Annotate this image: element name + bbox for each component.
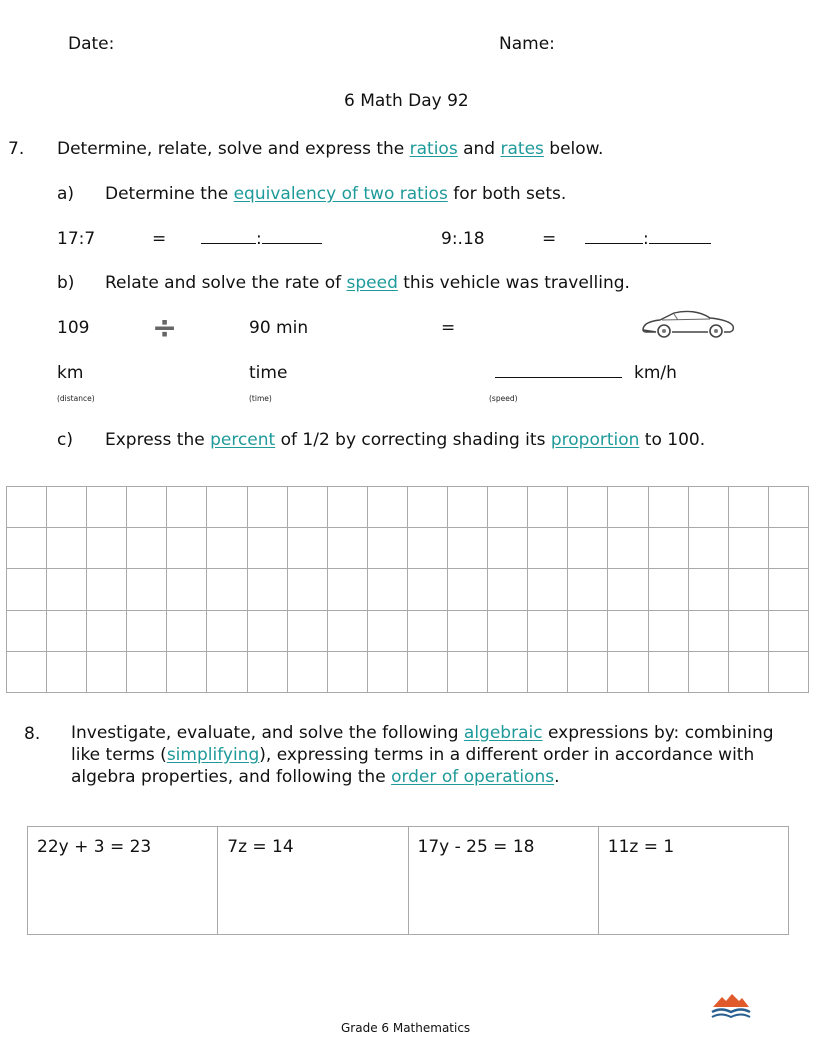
rates-link[interactable]: rates	[500, 139, 544, 159]
grid-cell[interactable]	[568, 487, 608, 528]
grid-cell[interactable]	[768, 487, 808, 528]
algebraic-link[interactable]: algebraic	[463, 723, 543, 743]
grid-cell[interactable]	[247, 528, 287, 569]
grid-cell[interactable]	[528, 569, 568, 610]
grid-cell[interactable]	[287, 569, 327, 610]
grid-cell[interactable]	[47, 569, 87, 610]
grid-cell[interactable]	[87, 528, 127, 569]
grid-cell[interactable]	[648, 487, 688, 528]
distance-note: (distance)	[57, 394, 95, 403]
grid-cell[interactable]	[87, 610, 127, 651]
grid-cell[interactable]	[608, 528, 648, 569]
grid-cell[interactable]	[367, 569, 407, 610]
grid-cell[interactable]	[648, 610, 688, 651]
grid-cell[interactable]	[207, 487, 247, 528]
question-7-intro: Determine, relate, solve and express the ratios and rates below.	[57, 139, 604, 159]
grid-cell[interactable]	[448, 610, 488, 651]
grid-cell[interactable]	[728, 569, 768, 610]
grid-cell[interactable]	[688, 610, 728, 651]
ratio-1: 17:7	[57, 229, 96, 249]
grid-cell[interactable]	[327, 528, 367, 569]
grid-cell[interactable]	[207, 528, 247, 569]
distance-unit: km	[57, 363, 84, 383]
grid-cell[interactable]	[207, 569, 247, 610]
distance-value: 109	[57, 318, 90, 338]
proportion-link[interactable]: proportion	[550, 430, 640, 450]
grid-row	[7, 487, 809, 528]
grid-row	[7, 610, 809, 651]
grid-cell[interactable]	[367, 610, 407, 651]
ratio-2-equals: =	[542, 229, 557, 249]
grid-cell[interactable]	[207, 610, 247, 651]
equation-cell[interactable]: 7z = 14	[218, 827, 408, 935]
part-a-letter: a)	[57, 184, 75, 204]
grid-cell[interactable]	[247, 569, 287, 610]
grid-cell[interactable]	[47, 487, 87, 528]
grid-cell[interactable]	[407, 610, 447, 651]
grid-row	[7, 651, 809, 692]
grid-cell[interactable]	[167, 528, 207, 569]
grid-cell[interactable]	[407, 528, 447, 569]
grid-cell[interactable]	[568, 610, 608, 651]
grid-cell[interactable]	[87, 487, 127, 528]
ratios-link[interactable]: ratios	[409, 139, 458, 159]
grid-cell[interactable]	[127, 487, 167, 528]
footer-text: Grade 6 Mathematics	[341, 1021, 471, 1035]
order-of-operations-link[interactable]: order of operations	[391, 767, 555, 787]
grid-cell[interactable]	[648, 528, 688, 569]
grid-cell[interactable]	[247, 610, 287, 651]
speed-note: (speed)	[489, 394, 518, 403]
grid-cell[interactable]	[728, 651, 768, 692]
speed-answer-blank[interactable]	[495, 363, 622, 383]
equation-cell[interactable]: 17y - 25 = 18	[408, 827, 598, 935]
grid-cell[interactable]	[327, 610, 367, 651]
grid-cell[interactable]	[568, 569, 608, 610]
equations-table	[27, 826, 789, 935]
grid-cell[interactable]	[167, 651, 207, 692]
equation-cell[interactable]: 11z = 1	[598, 827, 788, 935]
grid-cell[interactable]	[7, 528, 47, 569]
grid-cell[interactable]	[648, 651, 688, 692]
grid-cell[interactable]	[448, 651, 488, 692]
grid-cell[interactable]	[167, 487, 207, 528]
grid-row	[7, 528, 809, 569]
time-note: (time)	[249, 394, 272, 403]
grid-cell[interactable]	[688, 569, 728, 610]
question-8-instruction: Investigate, evaluate, and solve the following algebraic expressions by: combining like terms (simplifying), expressing terms in a different order in accordance with algebra properties, and following the order of operations.	[71, 723, 774, 787]
grid-cell[interactable]	[407, 487, 447, 528]
ratio-1-equals: =	[152, 229, 167, 249]
date-label: Date:	[68, 34, 115, 54]
grid-cell[interactable]	[47, 528, 87, 569]
simplifying-link[interactable]: simplifying	[166, 745, 260, 765]
grid-cell[interactable]	[7, 569, 47, 610]
grid-cell[interactable]	[768, 610, 808, 651]
grid-cell[interactable]	[47, 651, 87, 692]
grid-cell[interactable]	[247, 651, 287, 692]
grid-cell[interactable]	[728, 610, 768, 651]
grid-cell[interactable]	[287, 487, 327, 528]
grid-cell[interactable]	[568, 651, 608, 692]
ratio-2: 9:.18	[441, 229, 485, 249]
grid-cell[interactable]	[47, 610, 87, 651]
grid-cell[interactable]	[528, 528, 568, 569]
part-a-instruction: Determine the equivalency of two ratios for both sets.	[105, 184, 567, 204]
grid-cell[interactable]	[327, 487, 367, 528]
grid-cell[interactable]	[488, 528, 528, 569]
grid-cell[interactable]	[608, 487, 648, 528]
grid-cell[interactable]	[768, 569, 808, 610]
time-value: 90 min	[249, 318, 309, 338]
grid-cell[interactable]	[448, 528, 488, 569]
speed-equals: =	[441, 318, 456, 338]
grid-cell[interactable]	[528, 610, 568, 651]
grid-cell[interactable]	[768, 651, 808, 692]
grid-cell[interactable]	[608, 569, 648, 610]
grid-cell[interactable]	[608, 651, 648, 692]
grid-cell[interactable]	[247, 487, 287, 528]
book-mountain-logo	[710, 992, 752, 1024]
grid-cell[interactable]	[7, 651, 47, 692]
grid-cell[interactable]	[127, 610, 167, 651]
grid-cell[interactable]	[568, 528, 608, 569]
grid-cell[interactable]	[127, 569, 167, 610]
grid-cell[interactable]	[327, 569, 367, 610]
grid-cell[interactable]	[167, 569, 207, 610]
grid-cell[interactable]	[407, 569, 447, 610]
speed-unit: km/h	[634, 363, 677, 383]
grid-cell[interactable]	[167, 610, 207, 651]
grid-cell[interactable]	[728, 528, 768, 569]
part-b-letter: b)	[57, 273, 75, 293]
grid-row	[7, 569, 809, 610]
hundred-grid[interactable]	[6, 486, 809, 693]
grid-cell[interactable]	[407, 651, 447, 692]
divide-icon: ÷	[152, 311, 178, 346]
grid-cell[interactable]	[207, 651, 247, 692]
question-8-number: 8.	[24, 724, 41, 744]
grid-cell[interactable]	[488, 569, 528, 610]
grid-cell[interactable]	[367, 487, 407, 528]
question-7-number: 7.	[8, 139, 25, 159]
time-unit: time	[249, 363, 288, 383]
grid-cell[interactable]	[488, 487, 528, 528]
part-b-instruction: Relate and solve the rate of speed this vehicle was travelling.	[105, 273, 630, 293]
grid-cell[interactable]	[608, 610, 648, 651]
grid-cell[interactable]	[7, 487, 47, 528]
equivalency-link[interactable]: equivalency of two ratios	[233, 184, 448, 204]
grid-cell[interactable]	[87, 651, 127, 692]
grid-cell[interactable]	[728, 487, 768, 528]
grid-cell[interactable]	[287, 610, 327, 651]
part-c-instruction: Express the percent of 1/2 by correcting shading its proportion to 100.	[105, 430, 706, 450]
grid-cell[interactable]	[488, 651, 528, 692]
grid-cell[interactable]	[648, 569, 688, 610]
grid-cell[interactable]	[488, 610, 528, 651]
grid-cell[interactable]	[7, 610, 47, 651]
grid-cell[interactable]	[528, 651, 568, 692]
grid-cell[interactable]	[87, 569, 127, 610]
speed-link[interactable]: speed	[346, 273, 398, 293]
grid-cell[interactable]	[448, 487, 488, 528]
grid-cell[interactable]	[287, 528, 327, 569]
car-icon	[640, 309, 736, 343]
grid-cell[interactable]	[528, 487, 568, 528]
ratio-1-answer-blank[interactable]: :	[201, 229, 322, 249]
grid-cell[interactable]	[688, 651, 728, 692]
grid-cell[interactable]	[127, 528, 167, 569]
grid-cell[interactable]	[448, 569, 488, 610]
grid-cell[interactable]	[327, 651, 367, 692]
grid-cell[interactable]	[688, 528, 728, 569]
grid-cell[interactable]	[367, 528, 407, 569]
grid-cell[interactable]	[688, 487, 728, 528]
grid-cell[interactable]	[367, 651, 407, 692]
grid-cell[interactable]	[287, 651, 327, 692]
ratio-2-answer-blank[interactable]: :	[585, 229, 711, 249]
equation-cell[interactable]: 22y + 3 = 23	[28, 827, 218, 935]
name-label: Name:	[499, 34, 555, 54]
page-title: 6 Math Day 92	[344, 91, 469, 111]
percent-link[interactable]: percent	[210, 430, 276, 450]
part-c-letter: c)	[57, 430, 73, 450]
grid-cell[interactable]	[768, 528, 808, 569]
grid-cell[interactable]	[127, 651, 167, 692]
